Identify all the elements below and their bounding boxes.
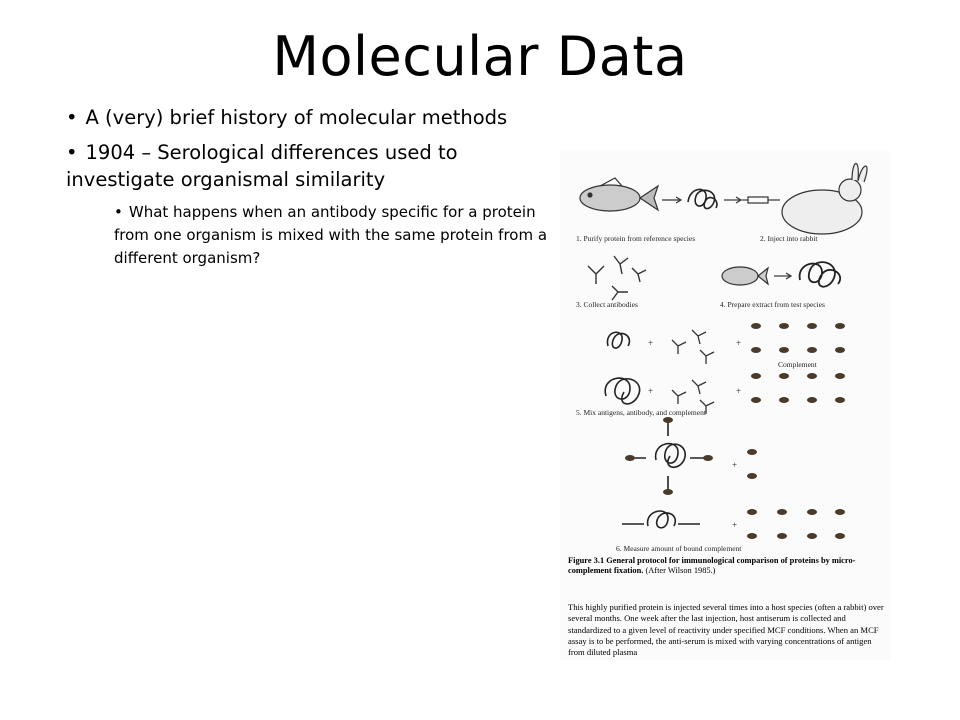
bullet-text: 1904 – Serological differences used to investigate organismal similarity [66, 141, 458, 191]
bullet-dot-icon: • [114, 203, 123, 221]
figure-illustration [560, 150, 890, 560]
plus-sign: + [648, 338, 654, 348]
fish-icon [722, 267, 768, 285]
plus-sign: + [736, 386, 742, 396]
step-label: 3. Collect antibodies [576, 300, 638, 309]
fish-icon [580, 178, 658, 211]
caption-bold: Figure 3.1 General protocol for immunological comparison of proteins by micro-complement fixation. [568, 556, 856, 575]
bullet-dot-icon: • [66, 141, 78, 164]
complement-label: Complement [778, 360, 817, 369]
plus-sign: + [648, 386, 654, 396]
figure-caption [568, 556, 886, 576]
caption-rest: (After Wilson 1985.) [643, 566, 716, 575]
bullet-item [66, 104, 556, 131]
step-label: 2. Inject into rabbit [760, 234, 818, 243]
protein-coil-icon [605, 332, 639, 404]
sub-bullet-item [114, 201, 556, 270]
step-label: 6. Measure amount of bound complement [616, 544, 742, 553]
rabbit-icon [782, 163, 867, 234]
bound-complex-icon [632, 422, 706, 490]
bullet-item [66, 139, 556, 193]
plus-sign: + [732, 520, 738, 530]
slide-title: Molecular Data [272, 25, 688, 88]
plus-sign: + [736, 338, 742, 348]
bullet-dot-icon: • [66, 106, 78, 129]
bullet-text: A (very) brief history of molecular methods [85, 106, 508, 129]
protein-coil-icon [688, 189, 717, 208]
step-label: 5. Mix antigens, antibody, and complement [576, 408, 706, 417]
scanned-figure [560, 150, 890, 660]
syringe-icon [742, 197, 780, 203]
step-label: 1. Purify protein from reference species [576, 234, 696, 243]
bullet-list [66, 104, 556, 270]
plus-sign: + [732, 460, 738, 470]
step-label: 4. Prepare extract from test species [720, 300, 825, 309]
sub-bullet-text: What happens when an antibody specific for a protein from one organism is mixed with the same protein from a different organism? [114, 203, 548, 267]
extract-coil-icon [800, 262, 841, 287]
antibody-icon [588, 256, 646, 300]
unbound-complex-icon [622, 511, 700, 528]
antibody-icon [672, 330, 714, 414]
figure-paragraph: This highly purified protein is injected several times into a host species (often a rabbit) over several months. One week after the last injection, host antiserum is collected and standardized to a given level of reactivity under specified MCF conditions. When an MCF assay is to be performed, the anti-serum is mixed with varying concentrations of antigen from diluted plasma [568, 602, 884, 658]
